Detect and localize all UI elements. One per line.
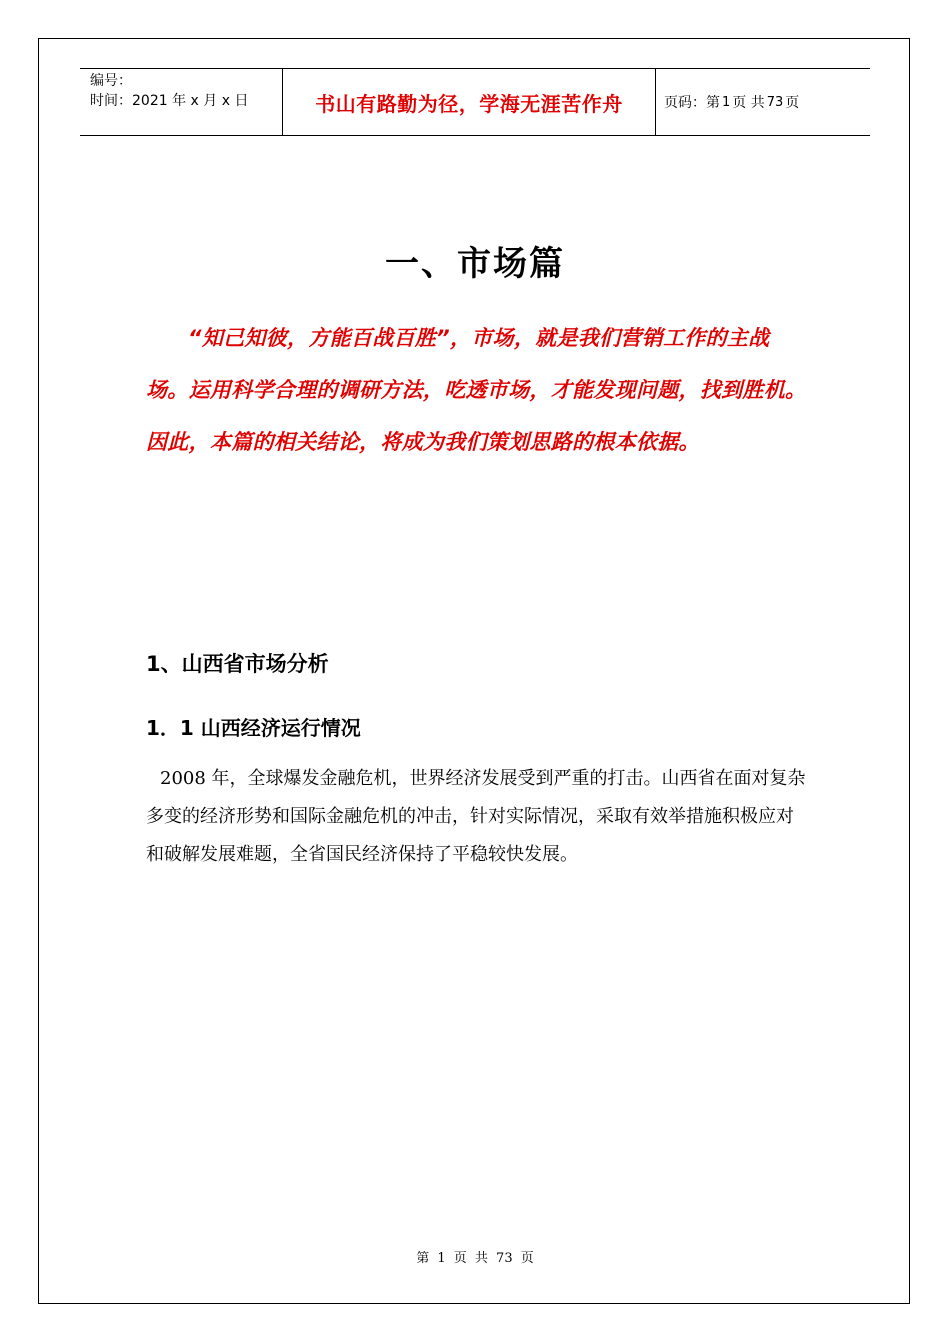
header-table xyxy=(80,68,870,136)
page-prefix: 页码：第 xyxy=(664,95,720,111)
section-heading: 1、山西省市场分析 xyxy=(146,652,329,676)
chapter-title xyxy=(0,236,950,285)
body-paragraph: 2008 年，全球爆发金融危机，世界经济发展受到严重的打击。山西省在面对复杂多变的经济形势和国际金融危机的冲击，针对实际情况，采取有效举措施积极应对和破解发展难题，全省国民经济保持了平稳较快发展。 xyxy=(146,768,806,865)
chapter-title-text: 一、市场篇 xyxy=(385,244,565,284)
page-total: 73 xyxy=(766,94,784,110)
date-label: 时间：2021 年 x 月 x 日 xyxy=(90,93,249,109)
header-page-info xyxy=(656,69,870,135)
header-meta xyxy=(80,69,282,135)
page-mid: 页 共 xyxy=(732,95,765,111)
number-label: 编号： xyxy=(90,73,132,89)
subsection-heading: 1．1 山西经济运行情况 xyxy=(146,716,361,740)
intro-paragraph: “知己知彼，方能百战百胜”，市场，就是我们营销工作的主战场。运用科学合理的调研方法，吃透市场，才能发现问题，找到胜机。因此，本篇的相关结论，将成为我们策划思路的根本依据。 xyxy=(146,326,807,454)
header-motto: 书山有路勤为径，学海无涯苦作舟 xyxy=(282,69,656,135)
page-footer: 第 1 页 共 73 页 xyxy=(416,1251,534,1266)
page-suffix: 页 xyxy=(785,95,800,111)
page-current: 1 xyxy=(722,94,731,110)
